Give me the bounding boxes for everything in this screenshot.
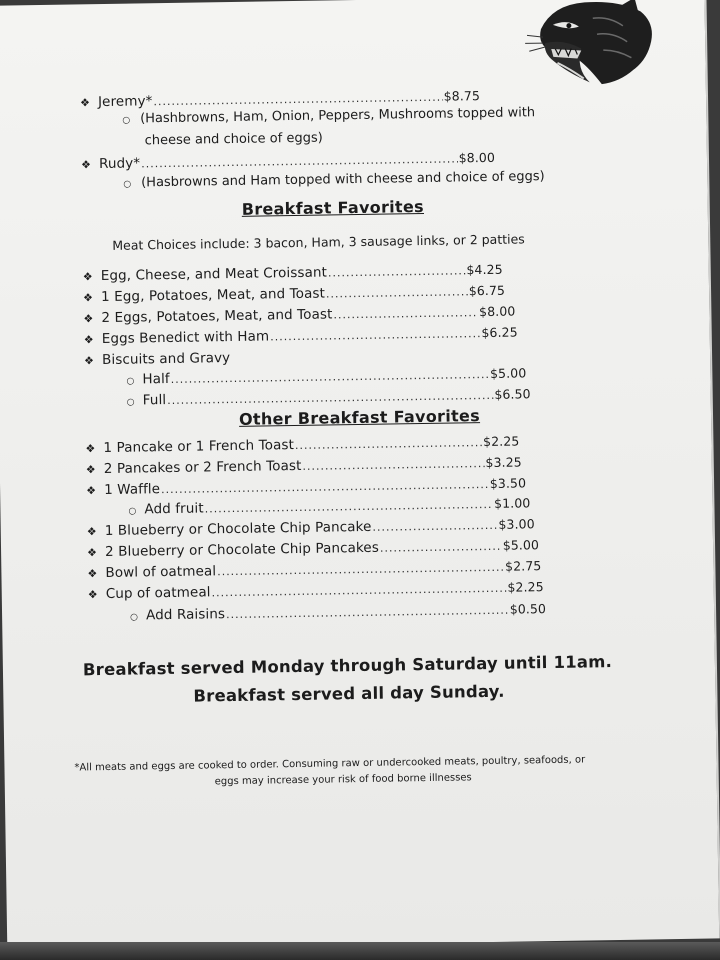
leader-dots: [161, 478, 489, 496]
leader-dots: [217, 561, 504, 579]
section-heading-breakfast-favorites: Breakfast Favorites: [241, 196, 425, 219]
item-name: Biscuits and Gravy: [101, 350, 231, 369]
menu-item: [87, 537, 539, 560]
sub-bullet-icon: ○: [122, 115, 131, 126]
item-name: 1 Waffle: [104, 481, 161, 499]
bullet-icon: ❖: [87, 567, 98, 581]
leader-dots: [270, 327, 480, 343]
menu-item: [85, 433, 519, 456]
sub-bullet-icon: ○: [126, 376, 135, 387]
description-line: cheese and choice of eggs): [144, 130, 323, 149]
item-name: Cup of oatmeal: [105, 584, 211, 603]
menu-sub-item: [126, 365, 526, 387]
leader-dots: [171, 368, 490, 386]
sub-bullet-icon: ○: [128, 506, 137, 517]
item-price: $2.75: [504, 558, 542, 574]
leader-dots: [380, 540, 502, 555]
menu-item: [86, 454, 522, 477]
item-price: $3.00: [498, 516, 535, 532]
item-name: Bowl of oatmeal: [105, 563, 217, 582]
leader-dots: [212, 582, 507, 600]
bullet-icon: ❖: [86, 525, 97, 539]
item-name: Eggs Benedict with Ham: [101, 328, 270, 348]
bullet-icon: ❖: [86, 484, 97, 498]
bullet-icon: ❖: [85, 442, 96, 456]
item-name: Add fruit: [144, 500, 204, 518]
sub-bullet-icon: ○: [126, 397, 135, 408]
menu-item-rudy: [81, 150, 495, 173]
item-name: Rudy*: [98, 155, 141, 173]
item-name: 2 Eggs, Potatoes, Meat, and Toast: [101, 306, 333, 327]
leader-dots: [167, 389, 493, 407]
item-name: 2 Blueberry or Chocolate Chip Pancakes: [104, 539, 380, 561]
leader-dots: [141, 152, 458, 170]
item-price: $4.25: [466, 261, 503, 278]
menu-item: [83, 283, 505, 306]
binder-edge: [0, 942, 720, 960]
bullet-icon: ❖: [83, 354, 95, 368]
leader-dots: [295, 436, 482, 452]
sub-bullet-icon: ○: [130, 612, 139, 623]
leader-dots: [205, 498, 494, 516]
item-price: $2.25: [482, 433, 520, 450]
menu-sub-item: [128, 495, 530, 517]
menu-item: [84, 325, 518, 348]
description-line: (Hasbrowns and Ham topped with cheese and choice of eggs): [141, 169, 545, 191]
item-price: $5.00: [489, 365, 527, 381]
bullet-icon: ❖: [85, 463, 96, 477]
item-name: Half: [142, 370, 170, 388]
item-name: Jeremy*: [97, 93, 153, 111]
leader-dots: [372, 519, 497, 534]
bullet-icon: ❖: [80, 158, 92, 172]
item-price: $6.25: [481, 324, 518, 341]
bullet-icon: ❖: [82, 270, 93, 284]
item-name: 1 Pancake or 1 French Toast: [103, 437, 295, 457]
item-price: $8.00: [478, 303, 516, 320]
leader-dots: [153, 91, 442, 109]
item-price: $1.00: [493, 495, 531, 511]
item-price: $6.50: [494, 386, 531, 402]
item-name: 2 Pancakes or 2 French Toast: [103, 457, 302, 478]
leader-dots: [328, 264, 466, 279]
bullet-icon: ❖: [83, 333, 94, 347]
description-line: (Hashbrowns, Ham, Onion, Peppers, Mushrooms topped with: [140, 105, 536, 127]
food-safety-disclaimer: *All meats and eggs are cooked to order. Consuming raw or undercooked meats, poultry, seafoods, or: [74, 754, 586, 774]
item-price: $3.50: [489, 475, 527, 491]
menu-sub-item: [130, 601, 546, 624]
item-price: $8.75: [443, 88, 481, 104]
meat-choices-note: Meat Choices include: 3 bacon, Ham, 3 sausage links, or 2 patties: [112, 231, 525, 253]
menu-item: [83, 262, 503, 285]
item-name: 1 Blueberry or Chocolate Chip Pancake: [104, 518, 372, 540]
menu-item: [88, 579, 544, 602]
item-name: Add Raisins: [145, 606, 226, 624]
menu-item: [83, 304, 515, 327]
item-price: $6.75: [468, 282, 506, 299]
item-price: $8.00: [458, 149, 496, 166]
food-safety-disclaimer: eggs may increase your risk of food borne illnesses: [214, 772, 472, 788]
item-price: $2.25: [507, 579, 544, 595]
leader-dots: [302, 457, 484, 473]
item-price: $3.25: [485, 454, 522, 471]
section-heading-other-breakfast-favorites: Other Breakfast Favorites: [238, 406, 481, 429]
item-price: $0.50: [509, 601, 547, 617]
breakfast-hours-weekday: Breakfast served Monday through Saturday until 11am.: [82, 652, 613, 680]
item-name: Egg, Cheese, and Meat Croissant: [100, 264, 328, 285]
bullet-icon: ❖: [83, 312, 94, 326]
leader-dots: [326, 285, 468, 300]
sub-bullet-icon: ○: [123, 179, 132, 190]
bullet-icon: ❖: [83, 291, 94, 305]
item-name: 1 Egg, Potatoes, Meat, and Toast: [100, 285, 326, 306]
menu-item: [84, 348, 384, 369]
bullet-icon: ❖: [79, 96, 91, 110]
bullet-icon: ❖: [87, 588, 98, 602]
item-price: $5.00: [502, 537, 540, 553]
menu-item: [86, 475, 526, 498]
leader-dots: [333, 306, 478, 321]
item-description: [123, 169, 545, 191]
menu-item: [87, 558, 541, 581]
bullet-icon: ❖: [87, 546, 98, 560]
item-name: Full: [142, 392, 167, 409]
panther-head-icon: [522, 0, 657, 87]
leader-dots: [226, 604, 509, 621]
breakfast-hours-sunday: Breakfast served all day Sunday.: [193, 681, 505, 706]
menu-item: [87, 516, 535, 539]
item-description: [145, 131, 323, 149]
